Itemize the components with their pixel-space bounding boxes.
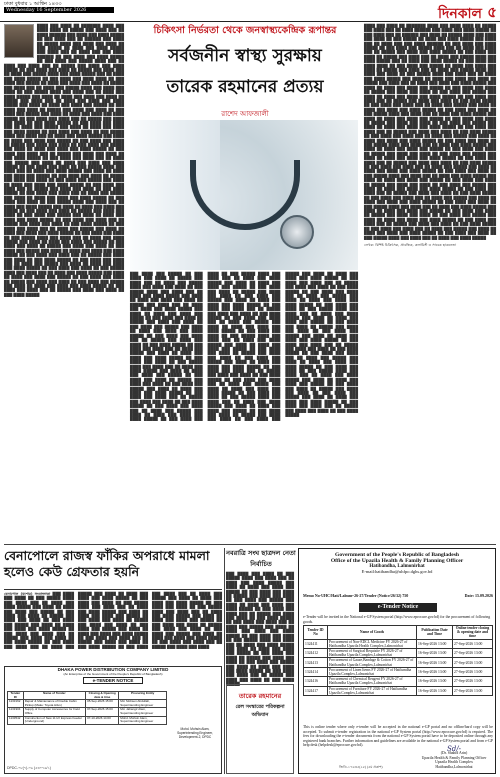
lead-headline-box [130,24,360,120]
enotice-code: জিডি-১৭৬৩৫(২৫) (৫ম প্রকাশ) [339,765,383,769]
table-header: Tender ID No [304,626,328,640]
bottom-left-headline-box [4,548,222,590]
dpdc-tender-notice [4,666,222,774]
page-number: ৫ [487,3,497,21]
e-notice-footer: This is online tender where only e-tender will be accepted in the national e-GP portal and no offline/hard copy will be accepted. To submit e-tender registration in the national e-GP System portal (http://www.eprocure.gov.bd) is required. The fees for downloading the e-tender documents from the national e-GP System portal have to be deposited online through any registered bank branches. Further information and guidelines are available in the national e-GP System portal and from e-GP help desk (helpdesk@eprocure.gov.bd). [303,725,493,748]
table-header: Name of Tender [23,692,85,700]
lead-story-middle-columns [130,272,358,534]
signature-block [419,747,489,769]
tender-entity: Md. Mohsen Abdullah, Superintending Engineer [119,700,167,708]
dpdc-tender-table [7,691,167,725]
bottom-left-story-body [4,592,222,664]
tender-id: 1324416 [304,677,328,686]
stethoscope-head-shape [280,215,314,249]
e-notice-intro: e-Tender will be invited in the National e-GP System portal (http://www.eprocure.gov.bd) for the procurement of following goods. [303,615,491,624]
memo-date: Date: 15.09.2026 [464,593,493,598]
table-row [304,639,493,648]
office-title: Office of the Upazila Health & Family Planning Officer [330,558,464,564]
tender-id: 1131904 [8,708,24,716]
masthead [0,0,500,22]
body-text-block: ████ ███ ████ ██ ███████ ████ ███ ████ ████ ██ █████ ███ ████ ███ ██ ████ ██████ ███ ████ ███ ████ █████ ██ ███ ████ ███ ██ ██████ ███ ████ ██ █████ ████ ███ ████ ███ ████ ██ ███ █████ ██ ████ ███ ████ █████ ███ ████ ███ ██ ████ ███ ███ ████ ██████ ██ ███ ████ ███ ████ █████ ██ ███ ████ ███ █████ ████ ███ ██ ████ ███ ████ ███ ██ █████ ███ ████ ███ ████ █████ ██ ███ ████ ███ ████ ██ █████ ███ ████ ███ ██ ████ ███ █████ ████ ███ ████ █████ ███ ██ ████ ███ ████ █████ ██ ███ ████ ███ ████ ████ ██ ███ ████ ███ █████ ██ ████ ███ ████ ███ ████ ██ █████ ███ ████ ███ ██ ████ ███ █████ ████ ███ ████ ███ ████ ██ ███ █████ ████ ███ ████ ███ ██ ████ ███ ████ █████ ███ ████ ██ ████ ███ ████ ███ ████ ██ █████ ███ ████ ███ ██ ████ ███ ████ ███ ████ █████ ███ ████ ██ ████ ███ ████ ███ █████ ██ ███ ████ ███ ████ ██ █████ ███ ████ ███ ████ ██ ███ ████ ███ █████ ███ ████ ██ ████ ███ ████ ███ ████ █████ ██ ███ ████ ███ ████ ███ ██ █████ ███ ████ ███ ████ ██ ███ ████ █████ ██ ███ ████ ███ ████ ███ ██ ████ ███ █████ ███ ████ ██ ████ ███ ████ ███ ████ █████ ██ ███ ████ ███ ████ ██ ███ █████ ████ ███ ████ ███ ██ ████ ███ ████ █████ ███ ████ ██ ████ ███ ████ ███ █████ ██ ███ ████ ███ ████ ██ █████ ███ ████ ███ ████ ██ ███ ████ ███ █████ ███ ████ ██ ████ ███ ████ ███ ████ █████ ██ ███ ████ ███ ████ ███ ██ █████ ███ ████ ███ ████ ██ ███ ████ █████ ██ ███ ████ ███ ████ ███ ██ ████ ███ █████ ███ ████ ██ ████ ███ ████ ███ ████ █████ ██ ███ ████ ███ ████ ██ ███ █████ ████ ███ ████ ███ ██ ████ ███ ████ █████ ███ ████ ██ ████ ███ ████ ███ █████ ██ ███ ████ ███ ████ ██ █████ ███ ████ ███ ████ ██ ███ ████ ███ █████ ███ ████ ██ ████ ███ ████ ███ ████ █████ ██ ███ ████ ███ ████ ███ ██ █████ ███ ████ ███ ████ ██ ███ ████ █████ ██ ███ ████ ███ ████ ███ ██ ████ ███ █████ ███ ████ ██ ████ ███ ████ ███ ████ █████ ██ ███ ████ ███ ████ ██ ███ █████ ████ ███ ████ ███ ██ ████ ███ ████ █████ ███ ████ ██ ████ ███ ████ ███ █████ ██ ███ ████ ███ ████ ██ █████ ███ ████ ███ ████ ██ ███ ████ ███ █████ ███ ████ ██ ████ ███ ████ ███ ████ █████ ██ ███ ████ ███ ████ ███ ██ █████ ███ ████ ███ ████ ██ ███ ████ █████ ██ ███ ████ ███ ████ ███ ██ ████ ███ █████ ███ ████ ██ ████ ███ ████ ███ ████ █████ ██ ███ ████ ███ ████ ██ ███ █████ ████ ███ ████ ███ ██ ████ ███ ████ █████ ███ ████ ██ ████ ███ ████ ███ █████ ██ ███ ████ ███ ████ ██ █████ ███ ████ ███ ████ ██ ███ ████ ███ █████ ███ ████ ██ ████ ███ ████ ███ ████ █████ ██ ███ ████ ███ ████ ███ ██ █████ ███ ████ ███ ████ ██ ███ ████ █████ ██ ███ ████ ███ ████ ███ ██ ████ ███ █████ ███ ████ ██ ████ ███ ████ ███ ████ █████ ██ ███ ████ ███ ████ ██ ███ █████ ████ ███ ████ ███ ██ ████ ███ ████ █████ ███ ████ ██ ████ ███ ████ ███ █████ ██ ███ ████ ███ ████ ██ █████ ███ ████ ███ ████ ██ ███ ████ ███ █████ ███ ████ ██ ████ ███ ████ ███ ████ █████ ██ ███ ████ ███ ████ ███ ██ █████ ███ ████ ███ ████ ██ ███ ████ █████ [4,24,125,297]
signer-name: (Dr. Shahid Arin) [440,751,468,756]
lead-story-left-column [4,24,124,544]
office-email: E-mail:hatibandha@uhfpo.dghs.gov.bd [361,569,433,574]
lead-story-right-column [364,24,496,534]
table-row [8,716,167,724]
tender-id: 1324412 [304,649,328,658]
source-note: লেখক: বিশিষ্ট চিকিৎসক, প্রাবন্ধিক, কলামিস্ট ও সাবেক ছাত্রনেতা [364,242,456,247]
tender-id: 1324413 [304,658,328,667]
tender-closing: 07-10-2026 14:00 [86,716,119,724]
closing-date: 27-Sep-2026 13:00 [453,649,493,658]
tender-id: 1133542 [8,716,24,724]
table-row [304,649,493,658]
table-header: Tender ID [8,692,24,700]
tender-entity: Mohd. Mohsin Alam, Superintending Engineer [119,716,167,724]
tender-id: 1324411 [304,639,328,648]
table-header: Closing & Opening date & time [86,692,119,700]
publication-date: 16-Sep-2026 13:00 [417,677,453,686]
lead-byline: রাশেদ আফজালী [221,110,269,118]
publication-date: 16-Sep-2026 13:00 [417,649,453,658]
publication-date: 16-Sep-2026 13:00 [417,686,453,695]
body-text-block: ███ ████ ███ ████ ██ ███ █████ ████ ███ ████ ███ ██ ████ ███ ████ █████ ███ ████ ██ ████ ███ ████ ███ █████ ██ ███ ████ ███ ████ ██ █████ ███ ████ ███ ████ ██ ███ ████ ███ █████ ███ ████ ██ ████ ███ ████ ███ ████ █████ ██ ███ ████ ███ ████ ███ ██ █████ ███ ████ ███ ████ ██ ███ ████ █████ ██ ███ ████ ███ ████ ███ ██ ████ ███ █████ ███ ████ ██ ████ ███ ████ ███ ████ █████ ██ ███ ████ ███ ████ ██ ███ █████ ████ ███ ████ ███ ██ ████ ███ ████ █████ ███ ████ ██ ████ ███ ████ ███ █████ ██ ███ ████ ███ ████ ██ █████ ███ ████ ███ ████ ██ ███ ████ ███ █████ ███ ████ ██ ████ ███ ████ ███ ████ █████ ██ ███ ████ ███ ████ ███ ██ █████ ███ ████ ███ ████ ██ ███ ████ █████ [226,572,294,687]
table-header: Name of Goods [328,626,417,640]
closing-date: 27-Sep-2026 13:00 [453,686,493,695]
ad-line-2: রেল সংস্কারের পরিকল্পনা অভিযান [235,704,285,718]
government-title: Government of the People's Republic of Bangladesh [335,552,459,558]
signer-office: Upazila Health Complex [435,760,473,765]
goods-name: Procurement of Non-EDCL Medicine FY 2026-27 of Hatibandha Upazila Health Complex,Lalmonirhat [328,639,417,648]
tender-entity: Md. Jahangir Alam, Superintending Engineer [119,708,167,716]
issue-line: ঢাকা বুধবার ১ আশ্বিন ১৪৩৩ [4,1,62,7]
table-header-row [304,626,493,640]
publication-date: 16-Sep-2026 13:00 [417,667,453,676]
tender-closing: 05-Sep-2026 15:00 [86,700,119,708]
office-address: Hatibandha, Lalmonirhat [369,564,425,569]
ad-line-1: তারেক রহমানের [238,692,282,700]
tender-closing: 07-Sep-2026 15:00 [86,708,119,716]
body-text-block: ███ ████ ███ ████ ██ ███ █████ ████ ███ ████ ███ ██ ████ ███ ████ █████ ███ ████ ██ ████ ███ ████ ███ █████ ██ ███ ████ ███ ████ ██ █████ ███ ████ ███ ████ ██ ███ ████ ███ █████ ███ ████ ██ ████ ███ ████ ███ ████ █████ ██ ███ ████ ███ ████ ███ ██ █████ ███ ████ ███ ████ ██ ███ ████ █████ ██ ███ ████ ███ ████ ███ ██ ████ ███ █████ ███ ████ ██ ████ ███ ████ ███ ████ █████ ██ ███ ████ ███ ████ ██ ███ █████ ████ ███ ████ ███ ██ ████ ███ ████ █████ ███ ████ ██ ████ ███ ████ ███ █████ ██ ███ ████ ███ ████ ██ █████ ███ ████ ███ ████ ██ ███ ████ ███ █████ ███ ████ ██ ████ ███ ████ ███ ████ █████ ██ ███ ████ ███ ████ ███ ██ █████ ███ ████ ███ ████ ██ ███ ████ █████ ██ ███ ████ ███ ████ ███ ██ ████ ███ █████ ███ ████ ██ ████ ███ ████ ███ ████ █████ ██ ███ ████ ███ ████ ██ ███ █████ ████ ███ ████ ███ ██ ████ ███ ████ █████ ███ ████ ██ ████ ███ ████ ███ █████ ██ ███ ████ ███ ████ ██ █████ ███ ████ ███ ████ ██ ███ ████ ███ █████ ███ ████ ██ ████ ███ ████ ███ ████ █████ ██ ███ ████ ███ ████ ███ ██ █████ ███ ████ ███ ████ [4,592,222,649]
tender-name: Construction of New 11 kV Express Feeder (Underground) [23,716,85,724]
table-row [304,686,493,695]
goods-name: Procurement of Linen Items FY 2026-27 of Hatibandha Upazila Complex,Lalmonirhat [328,667,417,676]
signer-title: Upazila Health & Family Planning Officer [421,755,487,760]
body-text-block: ████ ███ ████ ██ ███████ ████ ███ ████ ████ ██ █████ ███ ████ ███ ██ ████ ██████ ███ ████ ███ ████ █████ ██ ███ ████ ███ ██ ██████ ███ ████ ██ █████ ████ ███ ████ ███ ████ ██ ███ █████ ██ ████ ███ ████ █████ ███ ████ ███ ██ ████ ███ ███ ████ ██████ ██ ███ ████ ███ ████ █████ ██ ███ ████ ███ █████ ████ ███ ██ ████ ███ ████ ███ ██ █████ ███ ████ ███ ████ █████ ██ ███ ████ ███ ████ ██ █████ ███ ████ ███ ██ ████ ███ █████ ████ ███ ████ █████ ███ ██ ████ ███ ████ █████ ██ ███ ████ ███ ████ ████ ██ ███ ████ ███ █████ ██ ████ ███ ████ ███ ████ ██ █████ ███ ████ ███ ██ ████ ███ █████ ████ ███ ████ ███ ████ ██ ███ █████ ████ ███ ████ ███ ██ ████ ███ ████ █████ ███ ████ ██ ████ ███ ████ ███ ████ ██ █████ ███ ████ ███ ██ ████ ███ ████ ███ ████ █████ ███ ████ ██ ████ ███ ████ ███ █████ ██ ███ ████ ███ ████ ██ █████ ███ ████ ███ ████ ██ ███ ████ ███ █████ ███ ████ ██ ████ ███ ████ ███ ████ █████ ██ ███ ████ ███ ████ ███ ██ █████ ███ ████ ███ ████ ██ ███ ████ █████ ██ ███ ████ ███ ████ ███ ██ ████ ███ █████ ███ ████ ██ ████ ███ ████ ███ ████ █████ ██ ███ ████ ███ ████ ██ ███ █████ ████ ███ ████ ███ ██ ████ ███ ████ █████ ███ ████ ██ ████ ███ ████ ███ █████ ██ ███ ████ ███ ████ ██ █████ ███ ████ ███ ████ ██ ███ ████ ███ █████ ███ ████ ██ ████ ███ ████ ███ ████ █████ ██ ███ ████ ███ ████ ███ ██ █████ ███ ████ ███ ████ ██ ███ ████ █████ ██ ███ ████ ███ ████ ███ ██ ████ ███ █████ ███ ████ ██ ████ ███ ████ ███ ████ █████ ██ ███ ████ ███ ████ ██ ███ █████ ████ ███ ████ ███ ██ ████ ███ ████ █████ ███ ████ ██ ████ ███ ████ ███ █████ ██ ███ ████ ███ ████ ██ █████ ███ ████ ███ ████ ██ ███ ████ ███ █████ ███ ████ ██ ████ ███ ████ ███ ████ █████ ██ ███ ████ ███ ████ ███ ██ █████ ███ ████ ███ ████ ██ ███ ████ █████ ██ ███ ████ ███ ████ ███ ██ ████ ███ █████ ███ ████ ██ ████ ███ ████ ███ ████ █████ ██ ███ ████ ███ ████ ██ ███ █████ ████ ███ ████ ███ ██ ████ ███ ████ █████ ███ ████ ██ ████ ███ ████ ███ █████ ██ ███ ████ ███ ████ ██ █████ ███ ████ ███ ████ ██ ███ ████ ███ █████ ███ ████ ██ ████ ███ ████ ███ ████ █████ ██ ███ ████ ███ ████ ███ ██ █████ ███ ████ ███ ████ ██ ███ ████ █████ ██ ███ ████ ███ ████ ███ ██ ████ ███ █████ ███ ████ ██ ████ ███ ████ ███ ████ █████ ██ ███ ████ ███ ████ ██ ███ █████ ████ ███ ████ ███ ██ ████ ███ ████ █████ ███ ████ ██ ████ ███ ████ ███ █████ ██ ███ ████ ███ ████ ██ █████ ███ ████ ███ ████ ██ ███ ████ ███ █████ ███ ████ ██ ████ ███ ████ ███ ████ █████ ██ ███ ████ ███ ████ ███ ██ █████ ███ ████ ███ ████ ██ ███ ████ █████ ██ ███ ████ ███ ████ ███ ██ ████ ███ █████ ███ ████ ██ ████ ███ ████ ███ ████ █████ ██ ███ ████ ███ ████ ██ ███ █████ ████ ███ ████ ███ ██ ████ ███ ████ █████ [364,24,496,240]
author-photo [4,24,34,58]
column-divider [224,548,225,774]
dpdc-notice-title: e-TENDER NOTICE [83,677,143,684]
tender-name: Repair & Maintenance of Double Cabin Pickup (Make: Toyota Hilux) [23,700,85,708]
e-tender-notice [298,548,496,774]
newspaper-brand: দিনকাল [437,6,482,22]
lead-kicker: চিকিৎসা নির্ভরতা থেকে জনস্বাস্থ্যকেন্দ্রিক রূপান্তর [153,25,337,36]
dpdc-subtitle: (An Enterprise of the Government of the People's Republic of Bangladesh) [63,672,163,676]
lead-headline-line-1: সর্বজনীন স্বাস্থ্য সুরক্ষায় [168,46,322,66]
signature: Sd/- [447,745,461,753]
brand-block [438,2,482,26]
table-row [304,658,493,667]
closing-date: 27-Sep-2026 13:00 [453,667,493,676]
table-header: Online tender closing & opening date and time [453,626,493,640]
middle-bottom-headline: নবরাত্রি সংঘ ছাত্রদল নেতা নির্বাচিত [226,549,296,568]
table-row [304,667,493,676]
dpdc-officer: Mohd. Mohsin Alam, Superintending Engineer, Development-2, DPDC [177,727,213,739]
tender-name: Supply of Computer Accessories for Field Office [23,708,85,716]
table-row [8,708,167,716]
bottom-left-headline: বেনাপোলে রাজস্ব ফাঁকির অপরাধে মামলা হলেও কেউ গ্রেফতার হয়নি [4,548,210,579]
signer-place: Hatibandha,Lalmonirhat [435,764,473,769]
table-row [304,677,493,686]
bottom-left-byline: বেনাপোল (যশোর) সংবাদদাতা [4,592,51,596]
publication-date: 16-Sep-2026 13:00 [417,639,453,648]
goods-name: Procurement of Surgical Requisite FY 2026-27 of Hatibandha Upazila Complex,Lalmonirhat [328,649,417,658]
tender-id: 1324414 [304,667,328,676]
closing-date: 27-Sep-2026 13:00 [453,677,493,686]
memo-number: Memo No-UHC/Hati/Lalmnr-26-27/Tender (Notice/26/32) 750 [303,593,409,598]
doctor-stethoscope-photo [130,120,358,270]
closing-date: 27-Sep-2026 13:00 [453,658,493,667]
tender-id: 1133162 [8,700,24,708]
body-text-block: ███ ████ ███ █████ ██ ███ ████ ███ ████ ██ █████ ███ ████ ███ ██ ████ ███ █████ ████ ███ ████ ███ ████ ██ ███ █████ ████ ███ ████ ███ ██ ████ ███ ████ █████ ███ ████ ██ ████ ███ ████ ███ ████ ██ █████ ███ ████ ███ ██ ████ ███ ████ ███ ████ █████ ███ ████ ██ ████ ███ ████ ███ █████ ██ ███ ████ ███ ████ ██ █████ ███ ████ ███ ████ ██ ███ ████ ███ █████ ███ ████ ██ ████ ███ ████ ███ ████ █████ ██ ███ ████ ███ ████ ███ ██ █████ ███ ████ ███ ████ ██ ███ ████ █████ ██ ███ ████ ███ ████ ███ ██ ████ ███ █████ ███ ████ ██ ████ ███ ████ ███ ████ █████ ██ ███ ████ ███ ████ ██ ███ █████ ████ ███ ████ ███ ██ ████ ███ ████ █████ ███ ████ ██ ████ ███ ████ ███ █████ ██ ███ ████ ███ ████ ██ █████ ███ ████ ███ ████ ██ ███ ████ ███ █████ ███ ████ ██ ████ ███ ████ ███ ████ █████ ██ ███ ████ ███ ████ ███ ██ █████ ███ ████ ███ ████ ██ ███ ████ █████ ██ ███ ████ ███ ████ ███ ██ ████ ███ █████ ███ ████ ██ ████ ███ ████ ███ ████ █████ ██ ███ ████ ███ ████ ██ ███ █████ ████ ███ ████ ███ ██ ████ ███ ████ █████ ███ ████ ██ ████ ███ ████ ███ █████ ██ ███ ████ ███ ████ ██ █████ ███ ████ ███ ████ ██ ███ ████ ███ █████ ███ ████ ██ ████ ███ ████ ███ ████ █████ ██ ███ ████ ███ ████ ███ ██ █████ ███ ████ ███ ████ ██ ███ ████ █████ ██ ███ ████ ███ ████ ███ ██ ████ ███ █████ ███ ████ ██ ████ ███ ████ ███ ████ █████ ██ ███ ████ ███ ████ ██ ███ █████ ████ ███ ████ ███ ██ ████ ███ ████ █████ ███ ████ ██ ████ ███ ████ ███ █████ ██ ███ ████ ███ ████ ██ █████ ███ ████ ███ ████ ██ ███ ████ ███ █████ ███ ████ ██ ████ ███ ████ ███ ████ █████ ██ ███ ████ ███ ████ ███ ██ █████ ███ ████ ███ ████ ██ ███ ████ █████ ██ ███ ████ ███ ████ ███ ██ ████ ███ █████ ███ ████ ██ ████ ███ ████ ███ ████ █████ ██ ███ ████ ███ ████ ██ ███ █████ ████ ███ ████ ███ ██ ████ ███ ████ █████ ███ ████ ██ ████ ███ ████ ███ █████ ██ ███ ████ ███ ████ ██ █████ ███ ████ ███ ████ ██ ███ ████ ███ █████ ███ ████ ██ ████ ███ ████ ███ ████ █████ ██ ███ ████ ███ ████ ███ ██ █████ ███ ████ ███ ████ ██ ███ ████ █████ ██ ███ ████ ███ ████ ███ ██ ████ ███ █████ ███ ████ ██ ████ ███ ████ ███ ████ █████ ██ ███ ████ ███ ████ ██ ███ █████ ████ ███ ████ ███ ██ ████ ███ ████ █████ ███ ████ ██ ████ ███ ████ ███ █████ ██ ███ ████ ███ ████ ██ █████ ███ ████ ███ ████ ██ ███ ████ ███ █████ ███ ████ ██ ████ ███ ████ ███ ████ █████ ██ ███ ████ ███ ████ ███ ██ █████ ███ ████ ███ ████ ██ ███ ████ █████ ██ ███ ████ ███ ████ ███ ██ ████ ███ █████ ███ ████ ██ ████ ███ ████ ███ ████ █████ ██ ███ ████ ███ ████ ██ ███ █████ ████ ███ ████ ███ ██ ████ ███ ████ █████ ███ ████ ██ ████ ███ ████ ███ █████ ██ ███ ████ ███ ████ ██ █████ ███ ████ ███ ████ ██ ███ ████ ███ █████ ███ ████ ██ ████ ███ ████ ███ ████ █████ ██ ███ ████ ███ ████ ███ ██ █████ ███ ████ ███ ████ ██ ███ ████ █████ [130,272,358,422]
e-notice-banner: e-Tender Notice [359,603,437,612]
dpdc-code: DPDC-০৮(৭)-০৬ (৫৩০৭৬/১) [7,766,51,770]
table-header: Publication Date and Time [417,626,453,640]
middle-bottom-body [226,572,294,687]
goods-name: Procurement of Gauze,Bandage & Cotton FY 2026-27 of Hatibandha Upazila Complex,Lalmonirhat [328,658,417,667]
lead-headline-line-2: তারেক রহমানের প্রত্যয় [166,77,324,97]
table-header: Procuring Entity [119,692,167,700]
closing-date: 27-Sep-2026 13:00 [453,639,493,648]
middle-bottom-ad-box [226,684,294,774]
dpdc-company: DHAKA POWER DISTRIBUTION COMPANY LIMITED [57,667,169,672]
goods-name: Procurement of Chemical Reagent FY 2026-27 of Hatibandha Upazila Complex,Lalmonirhat [328,677,417,686]
date-line: Wednesday 16 September 2026 [4,7,114,13]
goods-name: Procurement of Furniture FY 2026-27 of Hatibandha Upazila Complex,Lalmonirhat [328,686,417,695]
tender-id: 1324417 [304,686,328,695]
issue-info [4,1,114,13]
section-divider [4,544,496,545]
e-tender-table [303,625,493,696]
publication-date: 16-Sep-2026 13:00 [417,658,453,667]
